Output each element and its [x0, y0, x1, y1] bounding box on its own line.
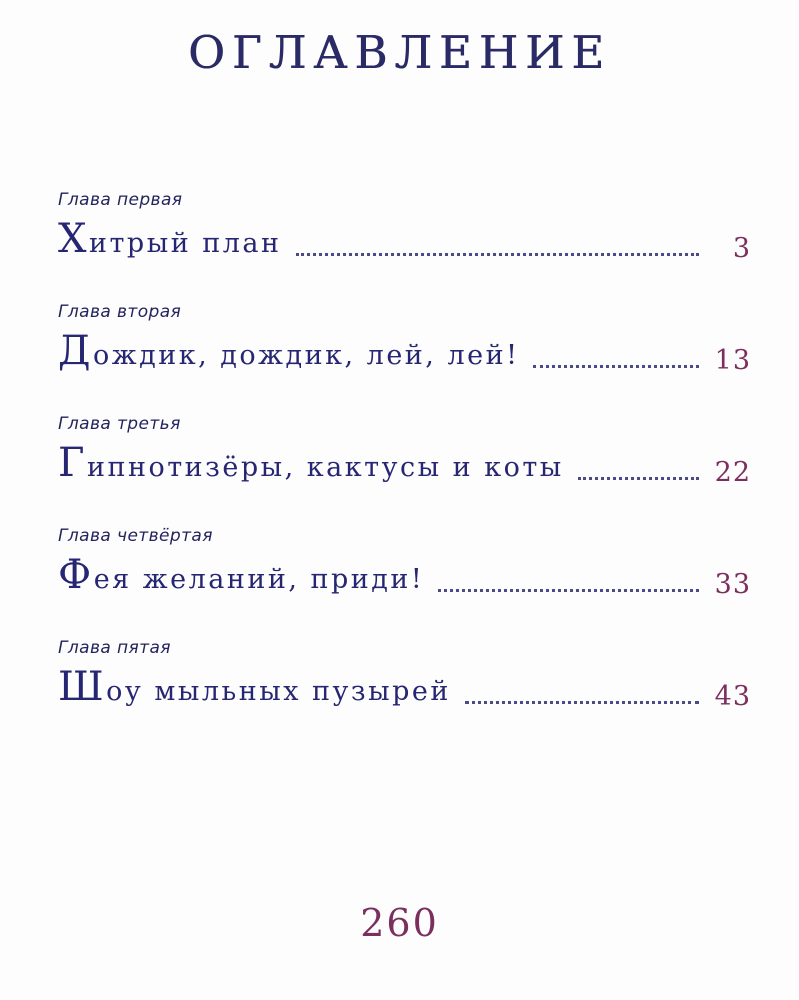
toc-entry-line — [58, 662, 751, 712]
page-number: 13 — [714, 345, 751, 376]
list-item[interactable] — [0, 302, 799, 376]
page-number: 3 — [732, 233, 751, 264]
dot-leader — [296, 250, 699, 256]
dot-leader — [578, 474, 699, 480]
dot-leader — [533, 362, 699, 368]
toc-entry-line — [58, 326, 751, 376]
toc-entry-list — [0, 190, 799, 750]
toc-entry-line — [58, 214, 751, 264]
page-number: 43 — [714, 681, 751, 712]
chapter-label: Глава четвёртая — [58, 526, 213, 546]
chapter-title: Шоу мыльных пузырей — [58, 664, 451, 710]
toc-entry-line — [58, 438, 751, 488]
chapter-label: Глава вторая — [58, 302, 182, 322]
chapter-label: Глава пятая — [58, 638, 171, 658]
chapter-title: Хитрый план — [58, 216, 282, 262]
page-number: 33 — [714, 569, 751, 600]
chapter-title: Фея желаний, приди! — [58, 552, 425, 598]
page-title: ОГЛАВЛЕНИЕ — [187, 26, 612, 79]
list-item[interactable] — [0, 414, 799, 488]
list-item[interactable] — [0, 190, 799, 264]
chapter-title: Дождик, дождик, лей, лей! — [58, 328, 520, 374]
toc-entry-line — [58, 550, 751, 600]
list-item[interactable] — [0, 526, 799, 600]
dot-leader — [465, 698, 699, 704]
chapter-label: Глава третья — [58, 414, 181, 434]
folio-page-number: 260 — [360, 901, 439, 945]
dot-leader — [438, 586, 699, 592]
chapter-title: Гипнотизёры, кактусы и коты — [58, 440, 564, 486]
chapter-label: Глава первая — [58, 190, 183, 210]
page-number: 22 — [714, 457, 751, 488]
list-item[interactable] — [0, 638, 799, 712]
